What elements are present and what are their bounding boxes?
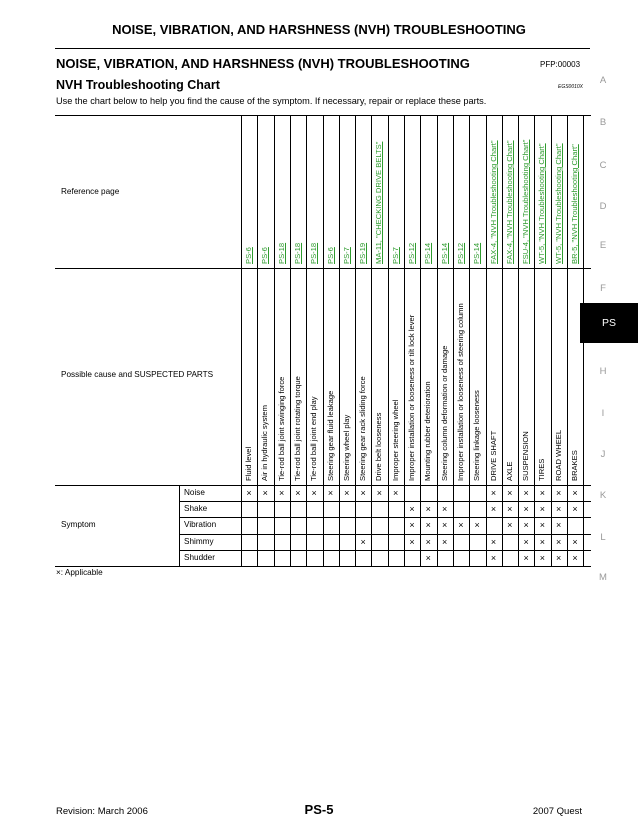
- footer-model: 2007 Quest: [532, 806, 582, 817]
- applicable-mark: ×: [425, 520, 431, 531]
- suspected-part-label: Improper steering wheel: [390, 399, 400, 481]
- section-title: NOISE, VIBRATION, AND HARSHNESS (NVH) TROUBLESHOOTING: [56, 56, 470, 71]
- suspected-part-label: DRIVE SHAFT: [488, 430, 498, 481]
- applicable-mark: ×: [507, 520, 513, 531]
- applicable-mark: ×: [295, 488, 301, 498]
- chart-title: NVH Troubleshooting Chart: [56, 78, 220, 92]
- applicable-mark: ×: [539, 552, 546, 563]
- suspected-part-label: SUSPENSION: [521, 431, 531, 481]
- reference-link[interactable]: FSU-4, "NVH Troubleshooting Chart": [521, 139, 531, 264]
- applicable-mark: ×: [262, 488, 268, 498]
- applicable-mark: ×: [572, 552, 578, 563]
- reference-link[interactable]: FAX-4, "NVH Troubleshooting Chart": [504, 140, 514, 264]
- section-index-letter[interactable]: E: [599, 240, 607, 251]
- applicable-mark: ×: [409, 520, 415, 531]
- reference-link[interactable]: WT-5, "NVH Troubleshooting Chart": [537, 143, 547, 264]
- symptom-name: Shudder: [184, 552, 215, 562]
- reference-link[interactable]: PS-12: [407, 242, 416, 264]
- applicable-legend: ×: Applicable: [56, 568, 103, 577]
- applicable-mark: ×: [490, 504, 497, 515]
- applicable-mark: ×: [474, 520, 480, 531]
- applicable-mark: ×: [425, 536, 431, 547]
- suspected-part-label: Steering wheel play: [341, 414, 351, 481]
- header-rule: [55, 48, 590, 49]
- applicable-mark: ×: [539, 520, 546, 531]
- reference-link[interactable]: PS-7: [390, 247, 400, 264]
- nvh-chart-table: [55, 115, 591, 567]
- section-index-letter[interactable]: B: [599, 117, 607, 128]
- footer-revision: Revision: March 2006: [56, 806, 148, 817]
- applicable-mark: ×: [246, 488, 252, 498]
- suspected-part-label: Fluid level: [244, 446, 253, 481]
- applicable-mark: ×: [425, 504, 431, 515]
- applicable-mark: ×: [556, 552, 562, 563]
- reference-link[interactable]: PS-6: [260, 247, 270, 264]
- applicable-mark: ×: [523, 504, 529, 515]
- reference-link[interactable]: PS-19: [358, 242, 368, 264]
- applicable-mark: ×: [311, 488, 317, 498]
- suspected-part-label: Steering linkage looseness: [472, 390, 482, 481]
- reference-link[interactable]: PS-12: [455, 242, 465, 264]
- section-index-letter[interactable]: H: [599, 366, 607, 377]
- suspected-part-label: ROAD WHEEL: [553, 429, 563, 481]
- column-line: [404, 116, 405, 566]
- column-line: [420, 116, 421, 566]
- suspected-part-label: BRAKES: [570, 450, 579, 481]
- applicable-mark: ×: [441, 504, 448, 515]
- reference-link[interactable]: FAX-4, "NVH Troubleshooting Chart": [488, 140, 498, 264]
- section-index-letter[interactable]: M: [599, 572, 607, 583]
- column-line: [453, 116, 454, 566]
- applicable-mark: ×: [490, 488, 497, 498]
- section-index-letter[interactable]: D: [599, 201, 607, 212]
- applicable-mark: ×: [523, 552, 529, 563]
- section-index-letter[interactable]: L: [600, 532, 606, 543]
- applicable-mark: ×: [441, 520, 448, 531]
- applicable-mark: ×: [523, 536, 529, 547]
- section-index-letter[interactable]: I: [601, 408, 605, 419]
- reference-link[interactable]: PS-14: [439, 242, 449, 264]
- applicable-mark: ×: [490, 536, 497, 547]
- reference-link[interactable]: PS-18: [276, 242, 286, 264]
- reference-link[interactable]: BR-5, "NVH Troubleshooting Chart": [570, 144, 579, 264]
- applicable-mark: ×: [556, 520, 562, 531]
- applicable-mark: ×: [507, 488, 513, 498]
- suspected-part-label: Tie-rod ball joint swinging force: [276, 376, 286, 481]
- column-line: [469, 116, 470, 566]
- applicable-mark: ×: [425, 552, 431, 563]
- applicable-mark: ×: [376, 488, 383, 498]
- section-index-letter[interactable]: J: [600, 449, 606, 460]
- symptom-name: Shimmy: [184, 536, 214, 546]
- applicable-mark: ×: [539, 536, 546, 547]
- applicable-mark: ×: [572, 504, 578, 515]
- section-index-letter[interactable]: A: [599, 75, 607, 86]
- suspected-parts-label: Possible cause and SUSPECTED PARTS: [61, 370, 214, 379]
- applicable-mark: ×: [523, 488, 529, 498]
- applicable-mark: ×: [278, 488, 285, 498]
- applicable-mark: ×: [556, 488, 562, 498]
- reference-link[interactable]: PS-14: [472, 242, 482, 264]
- applicable-mark: ×: [393, 488, 399, 498]
- suspected-part-label: Steering gear fluid leakage: [325, 390, 335, 481]
- symptom-label: Symptom: [61, 520, 96, 529]
- suspected-part-label: TIRES: [537, 458, 547, 481]
- suspected-part-label: Improper installation or looseness of steering column: [455, 303, 465, 481]
- applicable-mark: ×: [556, 536, 562, 547]
- suspected-part-label: Steering gear rack sliding force: [358, 376, 368, 481]
- section-code: EGS0010X: [558, 84, 584, 90]
- suspected-part-label: Drive belt looseness: [374, 412, 384, 481]
- section-tab-ps[interactable]: PS: [580, 303, 638, 343]
- suspected-part-label: AXLE: [504, 461, 514, 481]
- suspected-part-label: Tie-rod ball joint rotating torque: [292, 376, 302, 481]
- reference-link[interactable]: WT-5, "NVH Troubleshooting Chart": [553, 143, 563, 264]
- applicable-mark: ×: [539, 488, 546, 498]
- suspected-part-label: Steering column deformation or damage: [439, 345, 449, 481]
- applicable-mark: ×: [507, 504, 513, 515]
- footer-page-number: PS-5: [304, 802, 334, 817]
- reference-link[interactable]: PS-7: [341, 247, 351, 264]
- section-index-letter[interactable]: F: [600, 283, 606, 294]
- applicable-mark: ×: [360, 536, 366, 547]
- applicable-mark: ×: [327, 488, 334, 498]
- applicable-mark: ×: [539, 504, 546, 515]
- suspected-part-label: Mounting rubber deterioration: [423, 381, 433, 481]
- applicable-mark: ×: [344, 488, 350, 498]
- section-index-letter[interactable]: K: [599, 490, 607, 501]
- symptom-label-column-line: [179, 485, 180, 566]
- pfp-code: PFP:00003: [540, 60, 581, 69]
- symptom-name: Shake: [184, 504, 208, 514]
- applicable-mark: ×: [360, 488, 366, 498]
- applicable-mark: ×: [523, 520, 529, 531]
- reference-link[interactable]: PS-18: [292, 242, 302, 264]
- suspected-part-label: Improper installation or looseness or tilt lock lever: [407, 314, 416, 481]
- reference-link[interactable]: PS-14: [423, 242, 433, 264]
- column-line: [437, 116, 438, 566]
- reference-link[interactable]: PS-6: [244, 247, 253, 264]
- applicable-mark: ×: [572, 488, 578, 498]
- reference-link[interactable]: MA-11, "CHECKING DRIVE BELTS": [374, 141, 384, 264]
- section-index-letter[interactable]: C: [599, 160, 607, 171]
- symptom-name: Vibration: [184, 520, 217, 530]
- applicable-mark: ×: [409, 536, 415, 547]
- reference-link[interactable]: PS-18: [309, 242, 319, 264]
- intro-text: Use the chart below to help you find the cause of the symptom. If necessary, repair or replace these parts.: [56, 96, 487, 106]
- reference-page-label: Reference page: [61, 187, 120, 196]
- suspected-part-label: Tie-rod ball joint end play: [309, 396, 319, 481]
- reference-link[interactable]: PS-6: [325, 247, 335, 264]
- applicable-mark: ×: [441, 536, 448, 547]
- applicable-mark: ×: [572, 536, 578, 547]
- applicable-mark: ×: [409, 504, 415, 515]
- page-header: NOISE, VIBRATION, AND HARSHNESS (NVH) TROUBLESHOOTING: [112, 22, 526, 37]
- applicable-mark: ×: [458, 520, 464, 531]
- applicable-mark: ×: [556, 504, 562, 515]
- symptom-name: Noise: [184, 488, 205, 497]
- suspected-part-label: Air in hydraulic system: [260, 405, 270, 481]
- applicable-mark: ×: [490, 552, 497, 563]
